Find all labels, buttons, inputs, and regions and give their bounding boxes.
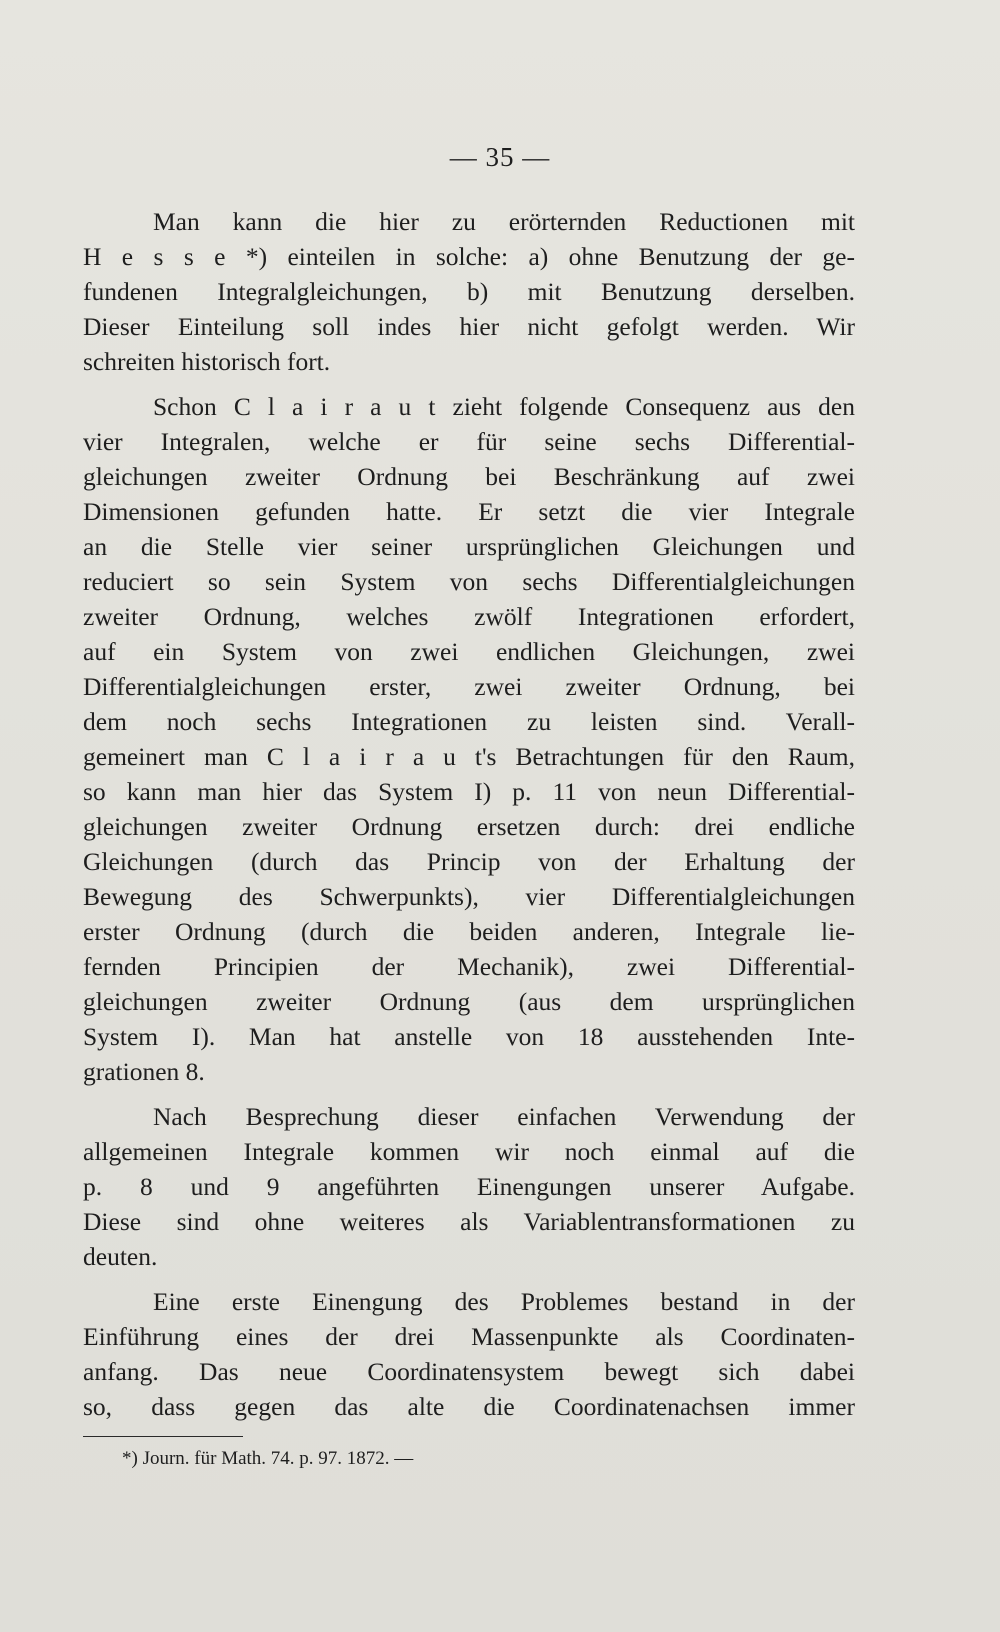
text-line: deuten.: [83, 1242, 158, 1271]
text-line: so kann man hier das System I) p. 11 von neun Differential-: [83, 777, 855, 806]
text-line: erster Ordnung (durch die beiden anderen, Integrale lie-: [83, 917, 855, 946]
text-line: gleichungen zweiter Ordnung bei Beschränkung auf zwei: [83, 462, 855, 491]
text-line: Nach Besprechung dieser einfachen Verwendung der: [153, 1102, 855, 1131]
text-line: gleichungen zweiter Ordnung ersetzen durch: drei endliche: [83, 812, 855, 841]
text-line: Schon C l a i r a u t zieht folgende Consequenz aus den: [153, 392, 855, 421]
text-line: schreiten historisch fort.: [83, 347, 331, 376]
text-line: Diese sind ohne weiteres als Variablentransformationen zu: [83, 1207, 855, 1236]
paragraph: [83, 1099, 855, 1274]
body-text: [83, 204, 855, 1434]
paragraph: [83, 1284, 855, 1424]
text-line: zweiter Ordnung, welches zwölf Integrationen erfordert,: [83, 602, 855, 631]
footnote: *) Journ. für Math. 74. p. 97. 1872. —: [122, 1448, 414, 1469]
text-line: Bewegung des Schwerpunkts), vier Differentialgleichungen: [83, 882, 855, 911]
text-line: Differentialgleichungen erster, zwei zweiter Ordnung, bei: [83, 672, 855, 701]
text-line: Dieser Einteilung soll indes hier nicht gefolgt werden. Wir: [83, 312, 855, 341]
text-line: Gleichungen (durch das Princip von der Erhaltung der: [83, 847, 855, 876]
text-line: Dimensionen gefunden hatte. Er setzt die vier Integrale: [83, 497, 855, 526]
text-line: System I). Man hat anstelle von 18 ausstehenden Inte-: [83, 1022, 855, 1051]
text-line: so, dass gegen das alte die Coordinatenachsen immer: [83, 1392, 855, 1421]
text-line: grationen 8.: [83, 1057, 205, 1086]
text-line: anfang. Das neue Coordinatensystem bewegt sich dabei: [83, 1357, 855, 1386]
text-line: H e s s e *) einteilen in solche: a) ohne Benutzung der ge-: [83, 242, 855, 271]
text-line: auf ein System von zwei endlichen Gleichungen, zwei: [83, 637, 855, 666]
text-line: Einführung eines der drei Massenpunkte als Coordinaten-: [83, 1322, 855, 1351]
text-line: dem noch sechs Integrationen zu leisten sind. Verall-: [83, 707, 855, 736]
text-line: p. 8 und 9 angeführten Einengungen unserer Aufgabe.: [83, 1172, 855, 1201]
text-line: an die Stelle vier seiner ursprünglichen Gleichungen und: [83, 532, 855, 561]
text-line: gemeinert man C l a i r a u t's Betrachtungen für den Raum,: [83, 742, 855, 771]
text-line: reduciert so sein System von sechs Differentialgleichungen: [83, 567, 855, 596]
text-line: gleichungen zweiter Ordnung (aus dem ursprünglichen: [83, 987, 855, 1016]
text-line: fundenen Integralgleichungen, b) mit Benutzung derselben.: [83, 277, 855, 306]
page-number: — 35 —: [449, 142, 551, 172]
text-line: vier Integralen, welche er für seine sechs Differential-: [83, 427, 855, 456]
text-line: allgemeinen Integrale kommen wir noch einmal auf die: [83, 1137, 855, 1166]
paragraph: [83, 204, 855, 379]
text-line: Man kann die hier zu erörternden Reductionen mit: [153, 207, 855, 236]
footnote-divider: [83, 1436, 243, 1437]
paragraph: [83, 389, 855, 1089]
text-line: Eine erste Einengung des Problemes bestand in der: [153, 1287, 855, 1316]
text-line: fernden Principien der Mechanik), zwei Differential-: [83, 952, 855, 981]
